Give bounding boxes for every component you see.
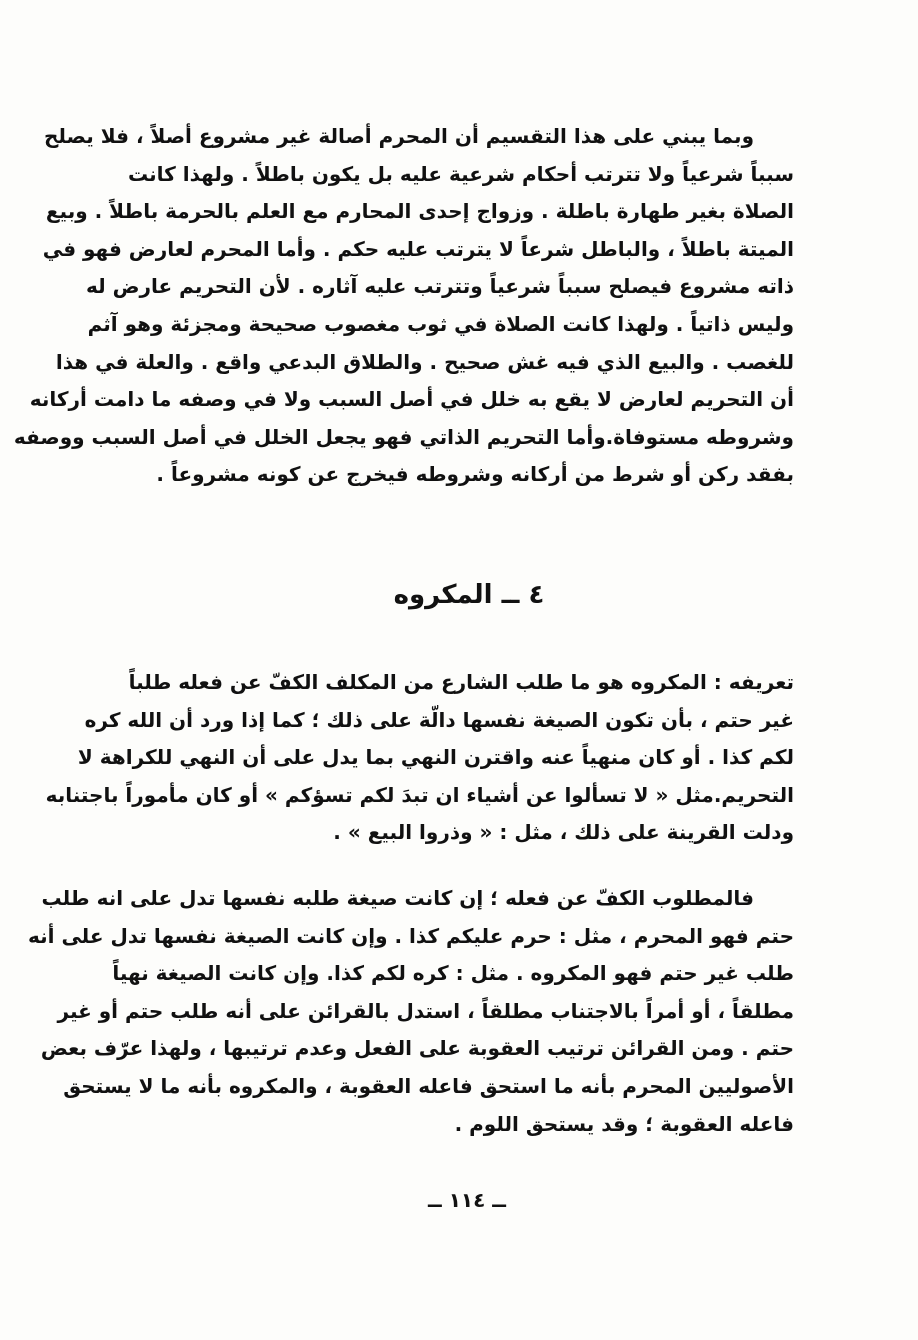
text-line: لكم كذا . أو كان منهياً عنه واقترن النهي بما يدل على أن النهي للكراهة لا [77,745,794,770]
text-line: حتم . ومن القرائن ترتيب العقوبة على الفعل وعدم ترتيبها ، ولهذا عرّف بعض [40,1036,794,1061]
text-line: حتم فهو المحرم ، مثل : حرم عليكم كذا . وإن كانت الصيغة نفسها تدل على أنه [27,923,794,948]
page-number: ــ ١١٤ ــ [428,1188,506,1212]
text-line: تعريفه : المكروه هو ما طلب الشارع من المكلف الكفّ عن فعله طلباً [128,670,794,694]
text-line: بفقد ركن أو شرط من أركانه وشروطه فيخرج عن كونه مشروعاً . [156,462,794,487]
text-line: ودلت القرينة على ذلك ، مثل : « وذروا البيع » . [333,820,794,845]
section-heading: ٤ ــ المكروه [393,580,545,610]
text-line: وبما يبني على هذا التقسيم أن المحرم أصالة غير مشروع أصلاً ، فلا يصلح [43,124,754,148]
text-line: فاعله العقوبة ؛ وقد يستحق اللوم . [454,1111,794,1136]
text-line: غير حتم ، بأن تكون الصيغة نفسها دالّة على ذلك ؛ كما إذا ورد أن الله كره [84,707,794,732]
text-line: للغصب . والبيع الذي فيه غش صحيح . والطلاق البدعي واقع . والعلة في هذا [55,349,794,374]
text-line: أن التحريم لعارض لا يقع به خلل في أصل السبب ولا في وصفه ما دامت أركانه [29,387,794,412]
text-line: الأصوليين المحرم بأنه ما استحق فاعله العقوبة ، والمكروه بأنه ما لا يستحق [63,1073,794,1098]
text-line: مطلقاً ، أو أمراً بالاجتناب مطلقاً ، استدل بالقرائن على أنه طلب حتم أو غير [57,998,794,1023]
text-line: سبباً شرعياً ولا تترتب أحكام شرعية عليه بل يكون باطلاً . ولهذا كانت [127,161,794,186]
text-line: الصلاة بغير طهارة باطلة . وزواج إحدى المحارم مع العلم بالحرمة باطلاً . وبيع [45,199,794,224]
text-line: وليس ذاتياً . ولهذا كانت الصلاة في ثوب مغصوب صحيحة ومجزئة وهو آثم [87,311,794,336]
text-line: ذاته مشروع فيصلح سبباً شرعياً وتترتب عليه آثاره . لأن التحريم عارض له [86,274,794,299]
text-line: طلب غير حتم فهو المكروه . مثل : كره لكم كذا. وإن كانت الصيغة نهياً [112,961,794,986]
text-line: وشروطه مستوفاة.وأما التحريم الذاتي فهو يجعل الخلل في أصل السبب ووصفه [13,424,794,449]
paragraph-forbidden-classification [13,118,794,494]
text-line: الميتة باطلاً ، والباطل شرعاً لا يترتب عليه حكم . وأما المحرم لعارض فهو في [42,236,794,261]
text-line: فالمطلوب الكفّ عن فعله ؛ إن كانت صيغة طلبه نفسها تدل على انه طلب [41,886,754,910]
paragraph-makruh-distinction [27,880,794,1143]
paragraph-makruh-definition [45,664,794,852]
text-line: التحريم.مثل « لا تسألوا عن أشياء ان تبدَ لكم تسؤكم » أو كان مأموراً باجتنابه [45,782,794,807]
